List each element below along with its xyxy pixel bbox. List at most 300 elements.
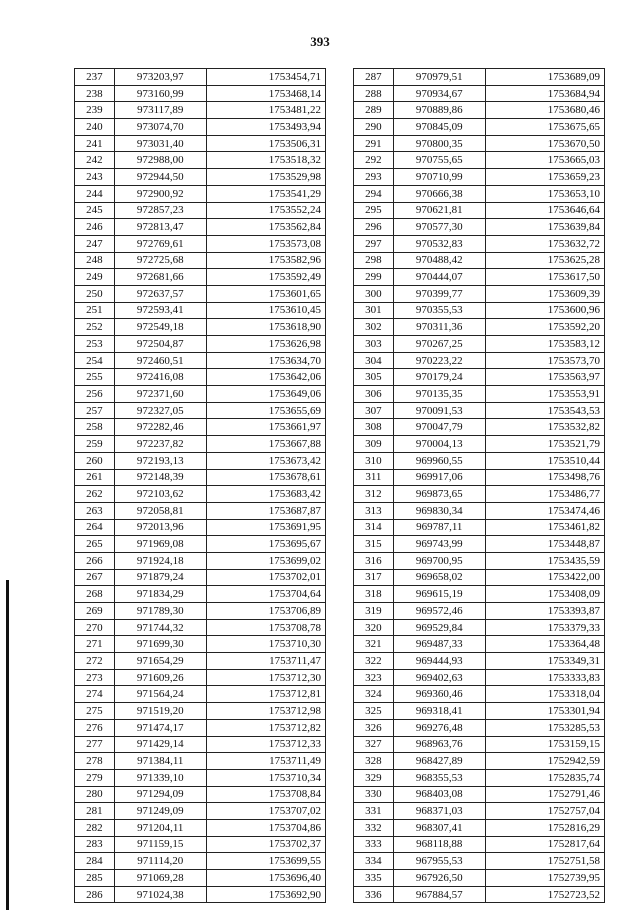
- point-number-cell: 278: [75, 753, 115, 770]
- x-coordinate-cell: 968427,89: [393, 753, 485, 770]
- x-coordinate-cell: 973031,40: [114, 135, 206, 152]
- point-number-cell: 241: [75, 135, 115, 152]
- x-coordinate-cell: 970004,13: [393, 436, 485, 453]
- table-row: [75, 619, 326, 636]
- point-number-cell: 242: [75, 152, 115, 169]
- x-coordinate-cell: 970267,25: [393, 336, 485, 353]
- table-row: [75, 202, 326, 219]
- x-coordinate-cell: 970311,36: [393, 319, 485, 336]
- x-coordinate-cell: 970934,67: [393, 85, 485, 102]
- x-coordinate-cell: 972460,51: [114, 352, 206, 369]
- table-row: [75, 452, 326, 469]
- y-coordinate-cell: 1753468,14: [206, 85, 325, 102]
- point-number-cell: 324: [354, 686, 394, 703]
- y-coordinate-cell: 1752817,64: [485, 836, 604, 853]
- y-coordinate-cell: 1753639,84: [485, 219, 604, 236]
- y-coordinate-cell: 1753695,67: [206, 536, 325, 553]
- table-row: [354, 336, 605, 353]
- y-coordinate-cell: 1753707,02: [206, 803, 325, 820]
- point-number-cell: 330: [354, 786, 394, 803]
- x-coordinate-cell: 969700,95: [393, 552, 485, 569]
- table-row: [354, 786, 605, 803]
- table-row: [75, 436, 326, 453]
- point-number-cell: 249: [75, 269, 115, 286]
- table-row: [75, 669, 326, 686]
- margin-bar: [6, 580, 9, 910]
- point-number-cell: 323: [354, 669, 394, 686]
- y-coordinate-cell: 1753393,87: [485, 603, 604, 620]
- table-row: [75, 719, 326, 736]
- x-coordinate-cell: 973203,97: [114, 69, 206, 86]
- y-coordinate-cell: 1753689,09: [485, 69, 604, 86]
- point-number-cell: 317: [354, 569, 394, 586]
- page-number: 393: [310, 34, 330, 49]
- point-number-cell: 334: [354, 853, 394, 870]
- y-coordinate-cell: 1753634,70: [206, 352, 325, 369]
- table-row: [354, 719, 605, 736]
- y-coordinate-cell: 1753562,84: [206, 219, 325, 236]
- x-coordinate-cell: 969276,48: [393, 719, 485, 736]
- table-row: [354, 85, 605, 102]
- point-number-cell: 300: [354, 285, 394, 302]
- table-row: [75, 252, 326, 269]
- x-coordinate-cell: 971654,29: [114, 653, 206, 670]
- point-number-cell: 258: [75, 419, 115, 436]
- table-row: [75, 269, 326, 286]
- y-coordinate-cell: 1753301,94: [485, 703, 604, 720]
- point-number-cell: 285: [75, 870, 115, 887]
- table-row: [354, 886, 605, 903]
- table-row: [75, 819, 326, 836]
- x-coordinate-cell: 970621,81: [393, 202, 485, 219]
- y-coordinate-cell: 1753521,79: [485, 436, 604, 453]
- table-row: [354, 102, 605, 119]
- table-row: [354, 536, 605, 553]
- x-coordinate-cell: 970666,38: [393, 185, 485, 202]
- x-coordinate-cell: 971609,26: [114, 669, 206, 686]
- table-row: [75, 519, 326, 536]
- point-number-cell: 292: [354, 152, 394, 169]
- table-row: [75, 469, 326, 486]
- x-coordinate-cell: 970979,51: [393, 69, 485, 86]
- point-number-cell: 299: [354, 269, 394, 286]
- y-coordinate-cell: 1753665,03: [485, 152, 604, 169]
- table-row: [75, 803, 326, 820]
- x-coordinate-cell: 969615,19: [393, 586, 485, 603]
- y-coordinate-cell: 1753661,97: [206, 419, 325, 436]
- point-number-cell: 238: [75, 85, 115, 102]
- table-row: [354, 853, 605, 870]
- x-coordinate-cell: 969360,46: [393, 686, 485, 703]
- x-coordinate-cell: 972327,05: [114, 402, 206, 419]
- table-row: [75, 402, 326, 419]
- table-row: [354, 386, 605, 403]
- point-number-cell: 240: [75, 119, 115, 136]
- table-row: [75, 69, 326, 86]
- point-number-cell: 331: [354, 803, 394, 820]
- y-coordinate-cell: 1753454,71: [206, 69, 325, 86]
- table-row: [75, 552, 326, 569]
- table-row: [354, 235, 605, 252]
- coordinates-table-right: [353, 68, 605, 903]
- point-number-cell: 293: [354, 169, 394, 186]
- y-coordinate-cell: 1752723,52: [485, 886, 604, 903]
- point-number-cell: 237: [75, 69, 115, 86]
- table-row: [75, 185, 326, 202]
- point-number-cell: 297: [354, 235, 394, 252]
- table-row: [354, 686, 605, 703]
- y-coordinate-cell: 1753600,96: [485, 302, 604, 319]
- point-number-cell: 269: [75, 603, 115, 620]
- point-number-cell: 270: [75, 619, 115, 636]
- point-number-cell: 256: [75, 386, 115, 403]
- y-coordinate-cell: 1753553,91: [485, 386, 604, 403]
- table-row: [354, 285, 605, 302]
- point-number-cell: 259: [75, 436, 115, 453]
- x-coordinate-cell: 968307,41: [393, 819, 485, 836]
- y-coordinate-cell: 1753678,61: [206, 469, 325, 486]
- point-number-cell: 327: [354, 736, 394, 753]
- x-coordinate-cell: 972637,57: [114, 285, 206, 302]
- point-number-cell: 303: [354, 336, 394, 353]
- x-coordinate-cell: 970889,86: [393, 102, 485, 119]
- x-coordinate-cell: 970444,07: [393, 269, 485, 286]
- table-row: [75, 486, 326, 503]
- point-number-cell: 304: [354, 352, 394, 369]
- y-coordinate-cell: 1752751,58: [485, 853, 604, 870]
- y-coordinate-cell: 1753626,98: [206, 336, 325, 353]
- point-number-cell: 272: [75, 653, 115, 670]
- table-row: [75, 603, 326, 620]
- table-row: [354, 486, 605, 503]
- y-coordinate-cell: 1753573,70: [485, 352, 604, 369]
- point-number-cell: 333: [354, 836, 394, 853]
- y-coordinate-cell: 1753708,78: [206, 619, 325, 636]
- y-coordinate-cell: 1753632,72: [485, 235, 604, 252]
- x-coordinate-cell: 968118,88: [393, 836, 485, 853]
- x-coordinate-cell: 972900,92: [114, 185, 206, 202]
- table-row: [75, 502, 326, 519]
- table-row: [75, 152, 326, 169]
- table-row: [75, 636, 326, 653]
- table-row: [354, 803, 605, 820]
- point-number-cell: 274: [75, 686, 115, 703]
- y-coordinate-cell: 1753712,81: [206, 686, 325, 703]
- point-number-cell: 321: [354, 636, 394, 653]
- point-number-cell: 286: [75, 886, 115, 903]
- table-row: [75, 836, 326, 853]
- table-row: [354, 69, 605, 86]
- y-coordinate-cell: 1753710,30: [206, 636, 325, 653]
- x-coordinate-cell: 970710,99: [393, 169, 485, 186]
- x-coordinate-cell: 972148,39: [114, 469, 206, 486]
- y-coordinate-cell: 1753582,96: [206, 252, 325, 269]
- table-row: [75, 319, 326, 336]
- table-row: [75, 736, 326, 753]
- point-number-cell: 294: [354, 185, 394, 202]
- x-coordinate-cell: 972944,50: [114, 169, 206, 186]
- point-number-cell: 280: [75, 786, 115, 803]
- point-number-cell: 308: [354, 419, 394, 436]
- table-row: [354, 252, 605, 269]
- table-row: [354, 319, 605, 336]
- table-row: [354, 202, 605, 219]
- x-coordinate-cell: 971339,10: [114, 769, 206, 786]
- x-coordinate-cell: 973074,70: [114, 119, 206, 136]
- x-coordinate-cell: 969917,06: [393, 469, 485, 486]
- y-coordinate-cell: 1753379,33: [485, 619, 604, 636]
- x-coordinate-cell: 971024,38: [114, 886, 206, 903]
- x-coordinate-cell: 967884,57: [393, 886, 485, 903]
- y-coordinate-cell: 1753461,82: [485, 519, 604, 536]
- x-coordinate-cell: 972103,62: [114, 486, 206, 503]
- point-number-cell: 320: [354, 619, 394, 636]
- table-row: [354, 219, 605, 236]
- y-coordinate-cell: 1753699,55: [206, 853, 325, 870]
- point-number-cell: 247: [75, 235, 115, 252]
- point-number-cell: 306: [354, 386, 394, 403]
- point-number-cell: 245: [75, 202, 115, 219]
- y-coordinate-cell: 1753692,90: [206, 886, 325, 903]
- table-row: [75, 419, 326, 436]
- point-number-cell: 335: [354, 870, 394, 887]
- y-coordinate-cell: 1753506,31: [206, 135, 325, 152]
- point-number-cell: 295: [354, 202, 394, 219]
- y-coordinate-cell: 1753708,84: [206, 786, 325, 803]
- y-coordinate-cell: 1753699,02: [206, 552, 325, 569]
- table-row: [354, 819, 605, 836]
- x-coordinate-cell: 968371,03: [393, 803, 485, 820]
- point-number-cell: 262: [75, 486, 115, 503]
- y-coordinate-cell: 1753617,50: [485, 269, 604, 286]
- point-number-cell: 264: [75, 519, 115, 536]
- x-coordinate-cell: 970755,65: [393, 152, 485, 169]
- y-coordinate-cell: 1753618,90: [206, 319, 325, 336]
- point-number-cell: 248: [75, 252, 115, 269]
- x-coordinate-cell: 970800,35: [393, 135, 485, 152]
- x-coordinate-cell: 971069,28: [114, 870, 206, 887]
- table-row: [354, 619, 605, 636]
- table-row: [75, 135, 326, 152]
- y-coordinate-cell: 1753653,10: [485, 185, 604, 202]
- x-coordinate-cell: 969318,41: [393, 703, 485, 720]
- y-coordinate-cell: 1752757,04: [485, 803, 604, 820]
- point-number-cell: 287: [354, 69, 394, 86]
- table-row: [354, 836, 605, 853]
- x-coordinate-cell: 969402,63: [393, 669, 485, 686]
- x-coordinate-cell: 969743,99: [393, 536, 485, 553]
- y-coordinate-cell: 1753592,49: [206, 269, 325, 286]
- x-coordinate-cell: 970179,24: [393, 369, 485, 386]
- x-coordinate-cell: 970135,35: [393, 386, 485, 403]
- table-row: [354, 185, 605, 202]
- y-coordinate-cell: 1753710,34: [206, 769, 325, 786]
- coordinates-table-left: [74, 68, 326, 903]
- y-coordinate-cell: 1753601,65: [206, 285, 325, 302]
- table-row: [75, 569, 326, 586]
- x-coordinate-cell: 971789,30: [114, 603, 206, 620]
- table-row: [354, 436, 605, 453]
- table-row: [75, 285, 326, 302]
- x-coordinate-cell: 972549,18: [114, 319, 206, 336]
- y-coordinate-cell: 1753711,49: [206, 753, 325, 770]
- table-row: [354, 269, 605, 286]
- table-row: [75, 386, 326, 403]
- y-coordinate-cell: 1753422,00: [485, 569, 604, 586]
- x-coordinate-cell: 969444,93: [393, 653, 485, 670]
- y-coordinate-cell: 1753592,20: [485, 319, 604, 336]
- y-coordinate-cell: 1753563,97: [485, 369, 604, 386]
- point-number-cell: 260: [75, 452, 115, 469]
- y-coordinate-cell: 1753486,77: [485, 486, 604, 503]
- y-coordinate-cell: 1753702,01: [206, 569, 325, 586]
- table-row: [354, 152, 605, 169]
- point-number-cell: 283: [75, 836, 115, 853]
- table-row: [354, 603, 605, 620]
- point-number-cell: 301: [354, 302, 394, 319]
- y-coordinate-cell: 1753552,24: [206, 202, 325, 219]
- x-coordinate-cell: 972237,82: [114, 436, 206, 453]
- x-coordinate-cell: 972058,81: [114, 502, 206, 519]
- y-coordinate-cell: 1753684,94: [485, 85, 604, 102]
- y-coordinate-cell: 1753712,98: [206, 703, 325, 720]
- x-coordinate-cell: 971519,20: [114, 703, 206, 720]
- point-number-cell: 288: [354, 85, 394, 102]
- x-coordinate-cell: 972725,68: [114, 252, 206, 269]
- table-row: [75, 352, 326, 369]
- y-coordinate-cell: 1753675,65: [485, 119, 604, 136]
- table-row: [75, 85, 326, 102]
- x-coordinate-cell: 968403,08: [393, 786, 485, 803]
- y-coordinate-cell: 1753642,06: [206, 369, 325, 386]
- x-coordinate-cell: 972813,47: [114, 219, 206, 236]
- point-number-cell: 266: [75, 552, 115, 569]
- x-coordinate-cell: 971834,29: [114, 586, 206, 603]
- y-coordinate-cell: 1753696,40: [206, 870, 325, 887]
- x-coordinate-cell: 973117,89: [114, 102, 206, 119]
- point-number-cell: 298: [354, 252, 394, 269]
- y-coordinate-cell: 1752791,46: [485, 786, 604, 803]
- table-row: [354, 452, 605, 469]
- y-coordinate-cell: 1753680,46: [485, 102, 604, 119]
- point-number-cell: 261: [75, 469, 115, 486]
- point-number-cell: 328: [354, 753, 394, 770]
- x-coordinate-cell: 971294,09: [114, 786, 206, 803]
- table-row: [75, 336, 326, 353]
- y-coordinate-cell: 1753408,09: [485, 586, 604, 603]
- x-coordinate-cell: 969960,55: [393, 452, 485, 469]
- point-number-cell: 302: [354, 319, 394, 336]
- y-coordinate-cell: 1753712,30: [206, 669, 325, 686]
- y-coordinate-cell: 1753435,59: [485, 552, 604, 569]
- point-number-cell: 290: [354, 119, 394, 136]
- point-number-cell: 253: [75, 336, 115, 353]
- x-coordinate-cell: 972282,46: [114, 419, 206, 436]
- point-number-cell: 336: [354, 886, 394, 903]
- table-row: [354, 569, 605, 586]
- point-number-cell: 265: [75, 536, 115, 553]
- x-coordinate-cell: 971744,32: [114, 619, 206, 636]
- point-number-cell: 315: [354, 536, 394, 553]
- y-coordinate-cell: 1753687,87: [206, 502, 325, 519]
- point-number-cell: 310: [354, 452, 394, 469]
- y-coordinate-cell: 1753285,53: [485, 719, 604, 736]
- table-row: [354, 586, 605, 603]
- x-coordinate-cell: 972769,61: [114, 235, 206, 252]
- point-number-cell: 313: [354, 502, 394, 519]
- x-coordinate-cell: 969529,84: [393, 619, 485, 636]
- y-coordinate-cell: 1753364,48: [485, 636, 604, 653]
- y-coordinate-cell: 1753683,42: [206, 486, 325, 503]
- y-coordinate-cell: 1753481,22: [206, 102, 325, 119]
- point-number-cell: 312: [354, 486, 394, 503]
- y-coordinate-cell: 1753448,87: [485, 536, 604, 553]
- point-number-cell: 239: [75, 102, 115, 119]
- point-number-cell: 263: [75, 502, 115, 519]
- point-number-cell: 311: [354, 469, 394, 486]
- table-row: [75, 369, 326, 386]
- table-row: [75, 536, 326, 553]
- y-coordinate-cell: 1753610,45: [206, 302, 325, 319]
- x-coordinate-cell: 971249,09: [114, 803, 206, 820]
- point-number-cell: 277: [75, 736, 115, 753]
- x-coordinate-cell: 970488,42: [393, 252, 485, 269]
- y-coordinate-cell: 1753702,37: [206, 836, 325, 853]
- y-coordinate-cell: 1753704,86: [206, 819, 325, 836]
- x-coordinate-cell: 971924,18: [114, 552, 206, 569]
- point-number-cell: 276: [75, 719, 115, 736]
- x-coordinate-cell: 972681,66: [114, 269, 206, 286]
- table-row: [354, 402, 605, 419]
- x-coordinate-cell: 971879,24: [114, 569, 206, 586]
- y-coordinate-cell: 1753706,89: [206, 603, 325, 620]
- point-number-cell: 284: [75, 853, 115, 870]
- x-coordinate-cell: 972193,13: [114, 452, 206, 469]
- x-coordinate-cell: 970223,22: [393, 352, 485, 369]
- table-row: [75, 686, 326, 703]
- x-coordinate-cell: 969572,46: [393, 603, 485, 620]
- table-row: [354, 669, 605, 686]
- y-coordinate-cell: 1753655,69: [206, 402, 325, 419]
- table-row: [354, 119, 605, 136]
- table-row: [75, 853, 326, 870]
- x-coordinate-cell: 968963,76: [393, 736, 485, 753]
- x-coordinate-cell: 971969,08: [114, 536, 206, 553]
- point-number-cell: 319: [354, 603, 394, 620]
- x-coordinate-cell: 972371,60: [114, 386, 206, 403]
- table-row: [354, 736, 605, 753]
- table-row: [75, 703, 326, 720]
- point-number-cell: 251: [75, 302, 115, 319]
- table-row: [75, 169, 326, 186]
- point-number-cell: 250: [75, 285, 115, 302]
- x-coordinate-cell: 971159,15: [114, 836, 206, 853]
- y-coordinate-cell: 1753498,76: [485, 469, 604, 486]
- x-coordinate-cell: 969830,34: [393, 502, 485, 519]
- table-row: [354, 636, 605, 653]
- table-row: [75, 302, 326, 319]
- y-coordinate-cell: 1753712,33: [206, 736, 325, 753]
- y-coordinate-cell: 1753711,47: [206, 653, 325, 670]
- y-coordinate-cell: 1752942,59: [485, 753, 604, 770]
- point-number-cell: 273: [75, 669, 115, 686]
- x-coordinate-cell: 969658,02: [393, 569, 485, 586]
- x-coordinate-cell: 969873,65: [393, 486, 485, 503]
- y-coordinate-cell: 1752739,95: [485, 870, 604, 887]
- point-number-cell: 271: [75, 636, 115, 653]
- x-coordinate-cell: 973160,99: [114, 85, 206, 102]
- table-row: [354, 502, 605, 519]
